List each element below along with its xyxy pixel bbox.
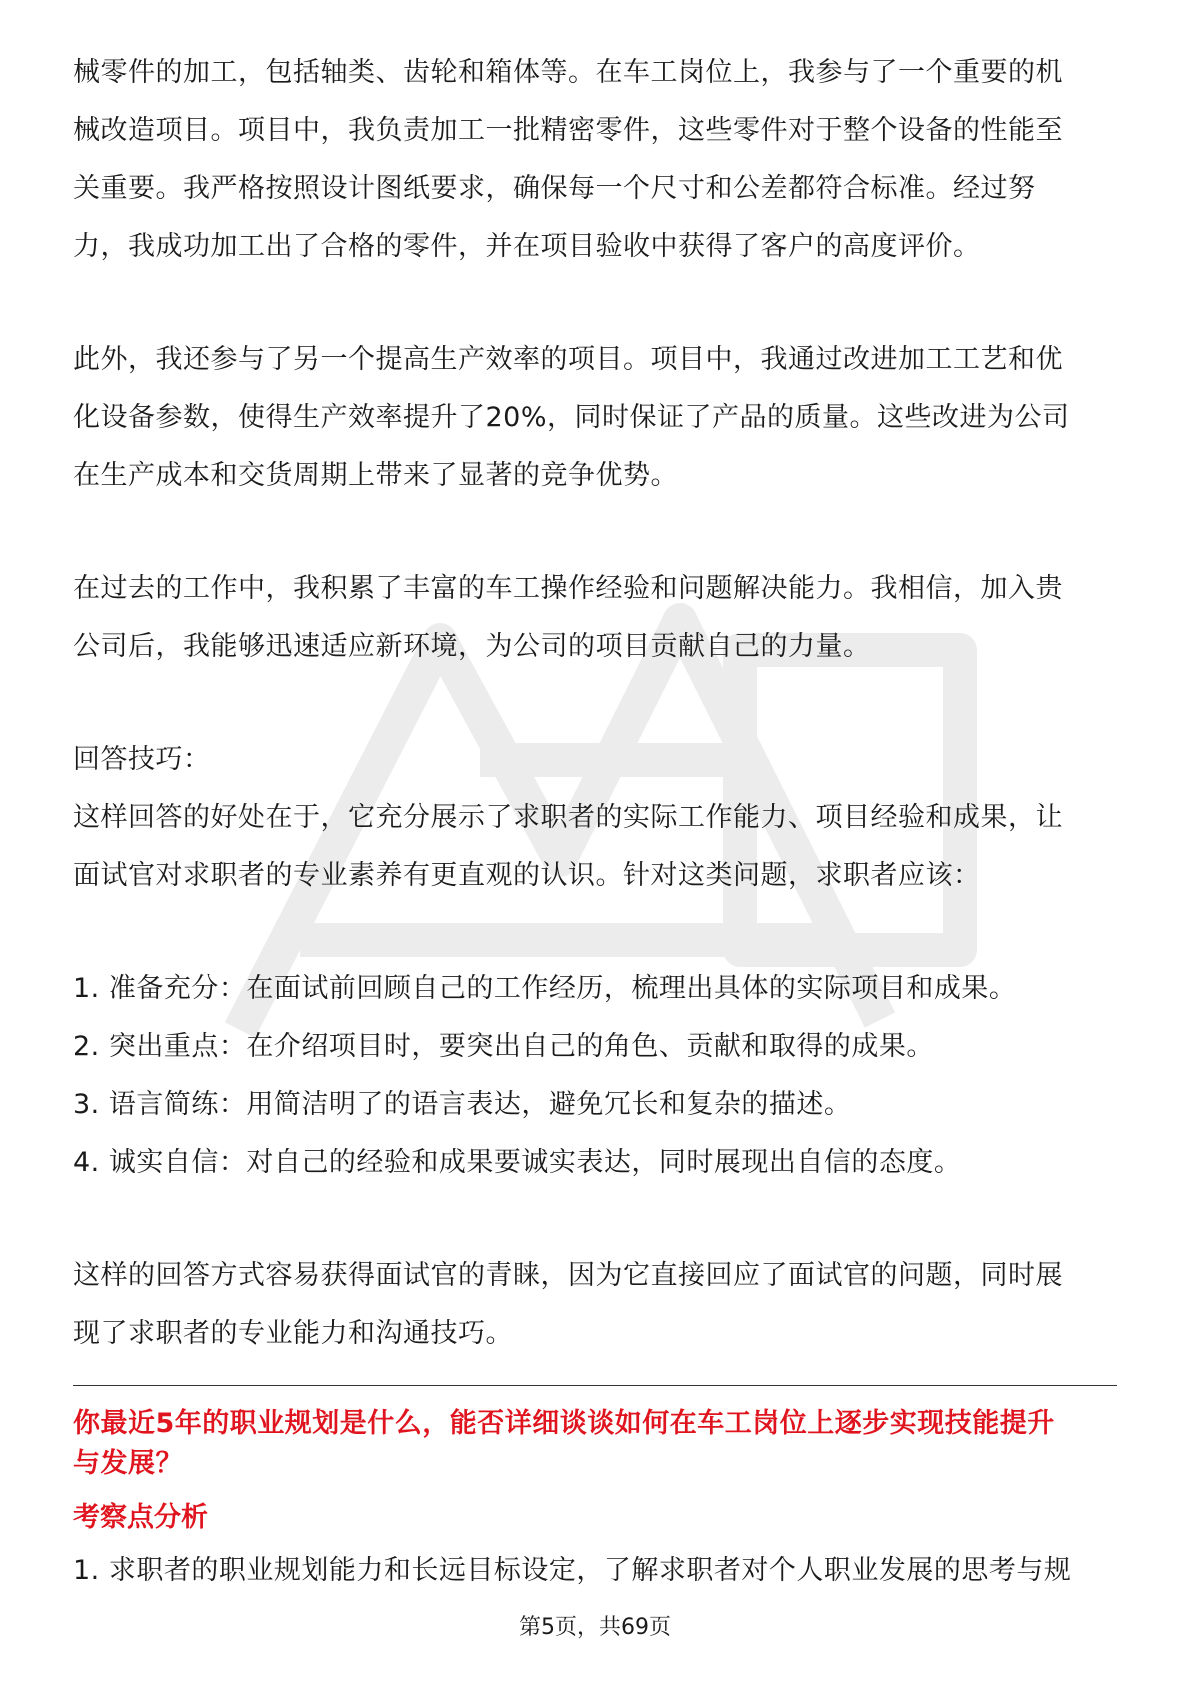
text-line: 在生产成本和交货周期上带来了显著的竞争优势。 — [73, 460, 678, 491]
interview-question — [73, 1404, 1117, 1484]
analysis-heading: 考察点分析 — [73, 1502, 208, 1533]
list-item: 2. 突出重点：在介绍项目时，要突出自己的角色、贡献和取得的成果。 — [73, 1031, 934, 1062]
list-item: 1. 求职者的职业规划能力和长远目标设定，了解求职者对个人职业发展的思考与规 — [73, 1555, 1072, 1586]
question-line: 与发展？ — [73, 1448, 183, 1479]
text-line: 关重要。我严格按照设计图纸要求，确保每一个尺寸和公差都符合标准。经过努 — [73, 173, 1036, 204]
section-divider — [73, 1385, 1117, 1386]
question-line: 你最近5年的职业规划是什么，能否详细谈谈如何在车工岗位上逐步实现技能提升 — [73, 1408, 1055, 1439]
text-line: 械改造项目。项目中，我负责加工一批精密零件，这些零件对于整个设备的性能至 — [73, 115, 1063, 146]
tips-list — [73, 960, 1117, 1192]
text-line: 力，我成功加工出了合格的零件，并在项目验收中获得了客户的高度评价。 — [73, 231, 981, 262]
text-line: 在过去的工作中，我积累了丰富的车工操作经验和问题解决能力。我相信，加入贵 — [73, 573, 1063, 604]
tips-heading: 回答技巧： — [73, 744, 211, 775]
main-content — [73, 44, 1117, 1600]
text-line: 械零件的加工，包括轴类、齿轮和箱体等。在车工岗位上，我参与了一个重要的机 — [73, 57, 1063, 88]
paragraph-project-experience — [73, 44, 1117, 276]
page-number: 第5页，共69页 — [519, 1615, 671, 1640]
list-item: 4. 诚实自信：对自己的经验和成果要诚实表达，同时展现出自信的态度。 — [73, 1147, 962, 1178]
paragraph-closing — [73, 1247, 1117, 1363]
answer-tips-section — [73, 731, 1117, 905]
text-line: 此外，我还参与了另一个提高生产效率的项目。项目中，我通过改进加工工艺和优 — [73, 344, 1063, 375]
text-line: 化设备参数，使得生产效率提升了20%，同时保证了产品的质量。这些改进为公司 — [73, 402, 1070, 433]
text-line: 面试官对求职者的专业素养有更直观的认识。针对这类问题，求职者应该： — [73, 860, 981, 891]
paragraph-efficiency-project — [73, 331, 1117, 505]
text-line: 这样回答的好处在于，它充分展示了求职者的实际工作能力、项目经验和成果，让 — [73, 802, 1063, 833]
analysis-list — [73, 1542, 1117, 1600]
paragraph-summary — [73, 560, 1117, 676]
text-line: 这样的回答方式容易获得面试官的青睐，因为它直接回应了面试官的问题，同时展 — [73, 1260, 1063, 1291]
text-line: 公司后，我能够迅速适应新环境，为公司的项目贡献自己的力量。 — [73, 631, 871, 662]
list-item: 3. 语言简练：用简洁明了的语言表达，避免冗长和复杂的描述。 — [73, 1089, 852, 1120]
list-item: 1. 准备充分：在面试前回顾自己的工作经历，梳理出具体的实际项目和成果。 — [73, 973, 1017, 1004]
text-line: 现了求职者的专业能力和沟通技巧。 — [73, 1318, 513, 1349]
